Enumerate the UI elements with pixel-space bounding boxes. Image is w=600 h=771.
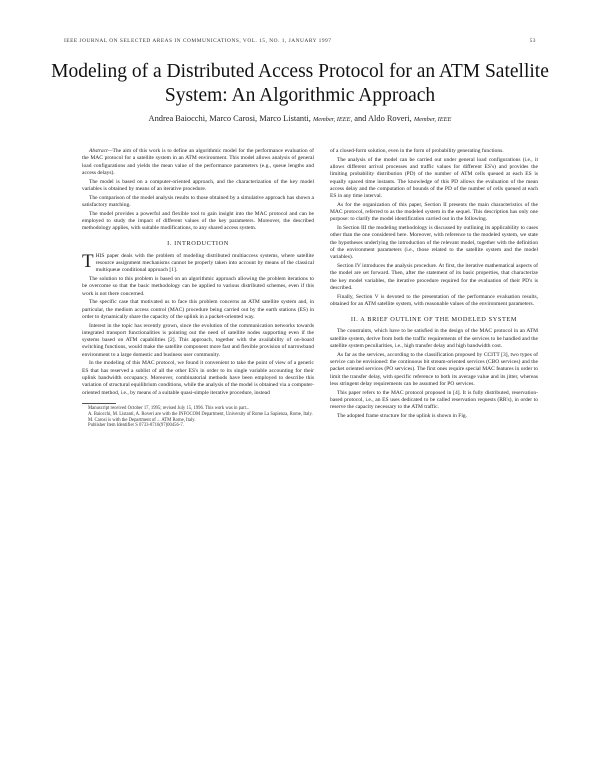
footnotes xyxy=(82,406,314,429)
right-p0: of a closed-form solution, even in the form of probability generating functions. xyxy=(330,148,504,154)
footnote-4: Publisher Item Identifier S 0733-8716(97)00456-7. xyxy=(88,423,184,429)
page-number: 53 xyxy=(529,38,536,44)
abstract-p2: The model is based on a computer-oriented approach, and the characterization of the key model variables is obtained by means of an iterative procedure. xyxy=(82,178,314,192)
right-p7: As far as the services, according to the classification proposed by CCITT [3], two types of service can be envisioned: the continuous bit stream-oriented services (CBO services) and the packet oriented services (PO services). The first ones require special MAC features in order to limit the transfer delay, with specific reference to both its average value and its jitter, whereas less stringent delay requirements can be assumed for PO services. xyxy=(330,351,538,387)
abstract-label: Abstract— xyxy=(89,148,113,154)
member-note-2: Member, IEEE xyxy=(413,116,452,123)
intro-p3: The specific case that motivated us to face this problem concerns an ATM satellite system and, in particular, the medium access control (MAC) procedure being carried out by the earth stations (ES) in order to dynamically share the capacity of the uplink in a packet-oriented way. xyxy=(82,299,314,320)
footnote-rule xyxy=(82,403,116,404)
right-p8: This paper refers to the MAC protocol proposed in [4]. It is fully distributed, reservation-based protocol, i.e., an ES uses dedicated to be called reservation requests (RR's), in order to reserve the capacity necessary to the ATM traffic. xyxy=(330,389,538,411)
right-column xyxy=(330,148,538,422)
footnote-2: A. Baiocchi, M. Listanti, A. Roveri are with the INFOCOM Department, University of Rome La Sapienza, Rome, Italy. xyxy=(88,411,313,417)
intro-text-1: HIS paper deals with the problem of modeling distributed multiaccess systems, where satellite resource assignment mechanisms cannot be properly taken into account by means of the classical multiqueue conditional approach [1]. xyxy=(95,252,314,274)
abstract-p4: The model provides a powerful and flexible tool to gain insight into the MAC protocol and can be employed to study the impact of different values of the key parameters. Moreover, the described methodology applies, with suitable modifications, to any shared access system. xyxy=(82,210,314,232)
right-p6: The constraints, which have to be satisfied in the design of the MAC protocol in an ATM satellite system, derive from both the traffic requirements of the services to be handled and the satellite system peculiarities, i.e., high transfer delay and high bandwidth cost. xyxy=(330,328,538,350)
running-header xyxy=(64,38,536,48)
footnote-1: Manuscript received October 17, 1995; revised July 15, 1996. This work was in part... xyxy=(88,405,250,411)
author-last: and Aldo Roveri, xyxy=(354,114,412,123)
paper-title: Modeling of a Distributed Access Protocol for an ATM Satellite System: An Algorithmic Approach xyxy=(51,61,549,106)
intro-p2: The solution to this problem is based on an algorithmic approach allowing the problem iterations to be overcome so that the basic methodology can be applied to various distributed schemes, even if this work is not there concerned. xyxy=(82,276,314,297)
abstract-p1 xyxy=(82,148,314,177)
left-column xyxy=(82,148,314,429)
intro-p4: Interest in the topic has recently grown, since the evolution of the communication networks towards integrated transport functionalities is pointing out the need of satellite nodes supporting even if the systems based on ATM capabilities [2]. This approach, together with the availability of on-board switching functions, would make the satellite component more fast and flexible provision of narrowband environment to a large domestic and business user community. xyxy=(82,322,314,358)
drop-cap: T xyxy=(82,250,94,272)
journal-header: IEEE JOURNAL ON SELECTED AREAS IN COMMUNICATIONS, VOL. 15, NO. 1, JANUARY 1997 xyxy=(64,38,332,44)
section-heading-intro: I. INTRODUCTION xyxy=(167,240,229,248)
right-p3: In Section III the modeling methodology is discussed by outlining its applicability to cases other than the one considered here. Moreover, with reference to the modeled system, we state the hypotheses underlying the introduction of the relevant model, together with the definition of the environment parameters (i.e., those related to the satellite system and the model variables). xyxy=(330,225,538,261)
member-note: Member, IEEE, xyxy=(312,116,353,123)
right-p4: Section IV introduces the analysis procedure. At first, the iterative mathematical aspects of the model are set forward. Then, after the statement of its basic properties, that characterize the key model variables, the iterative procedure required for the evaluation of their PD's is described. xyxy=(330,263,538,291)
author-line xyxy=(40,114,560,123)
right-p9: The adopted frame structure for the uplink is shown in Fig. xyxy=(337,412,467,419)
abstract-text-1: The aim of this work is to define an algorithmic model for the performance evaluation of the MAC protocol for a satellite system in an ATM environment. This model allows analysis of general load configurations and yields the mean value of the performance parameters (e.g., queue lengths and access delays). xyxy=(82,148,314,176)
right-p1: The analysis of the model can be carried out under general load configurations (i.e., it allows different arrival processes and traffic values for different ES's) and provides the limiting probability distribution (PD) of the number of ATM cells queued at each ES is equally spaced time instants. The knowledge of this PD allows the evaluation of the mean access delay and the computation of bounds of the PD of the number of cells queued at each ES in any time interval. xyxy=(330,156,538,200)
footnote-3: M. Carosi is with the Department of ... ATM Rome, Italy. xyxy=(88,417,196,423)
intro-p5: In the modeling of this MAC protocol, we found it convenient to take the point of view of a generic ES that has reserved a sublist of all the other ES's in order to its single variable accounting for their uplink bandwidth occupancy. Moreover, combinatorial methods have been employed to describe this variation of structural equilibrium conditions, while the analysis of the model is obtained via a computer-oriented method, i.e., by means of a suitable quasi-simple iterative procedure, instead xyxy=(82,360,314,396)
intro-p1 xyxy=(82,250,314,275)
right-p5: Finally, Section V is devoted to the presentation of the performance evaluation results, obtained for an ATM satellite system, with reasonable values of the environment parameters. xyxy=(330,293,538,307)
author-names: Andrea Baiocchi, Marco Carosi, Marco Listanti, xyxy=(148,114,311,123)
right-p2: As for the organization of this paper, Section II presents the main characteristics of the MAC protocol, referred to as the modeled system in the sequel. This description has only one purpose: to clarify the model identification carried out in the following. xyxy=(330,201,538,223)
section-heading-2: II. A BRIEF OUTLINE OF THE MODELED SYSTEM xyxy=(350,316,518,324)
abstract-p3: The comparison of the model analysis results to those obtained by a simulative approach has shown a satisfactory matching. xyxy=(82,194,314,208)
